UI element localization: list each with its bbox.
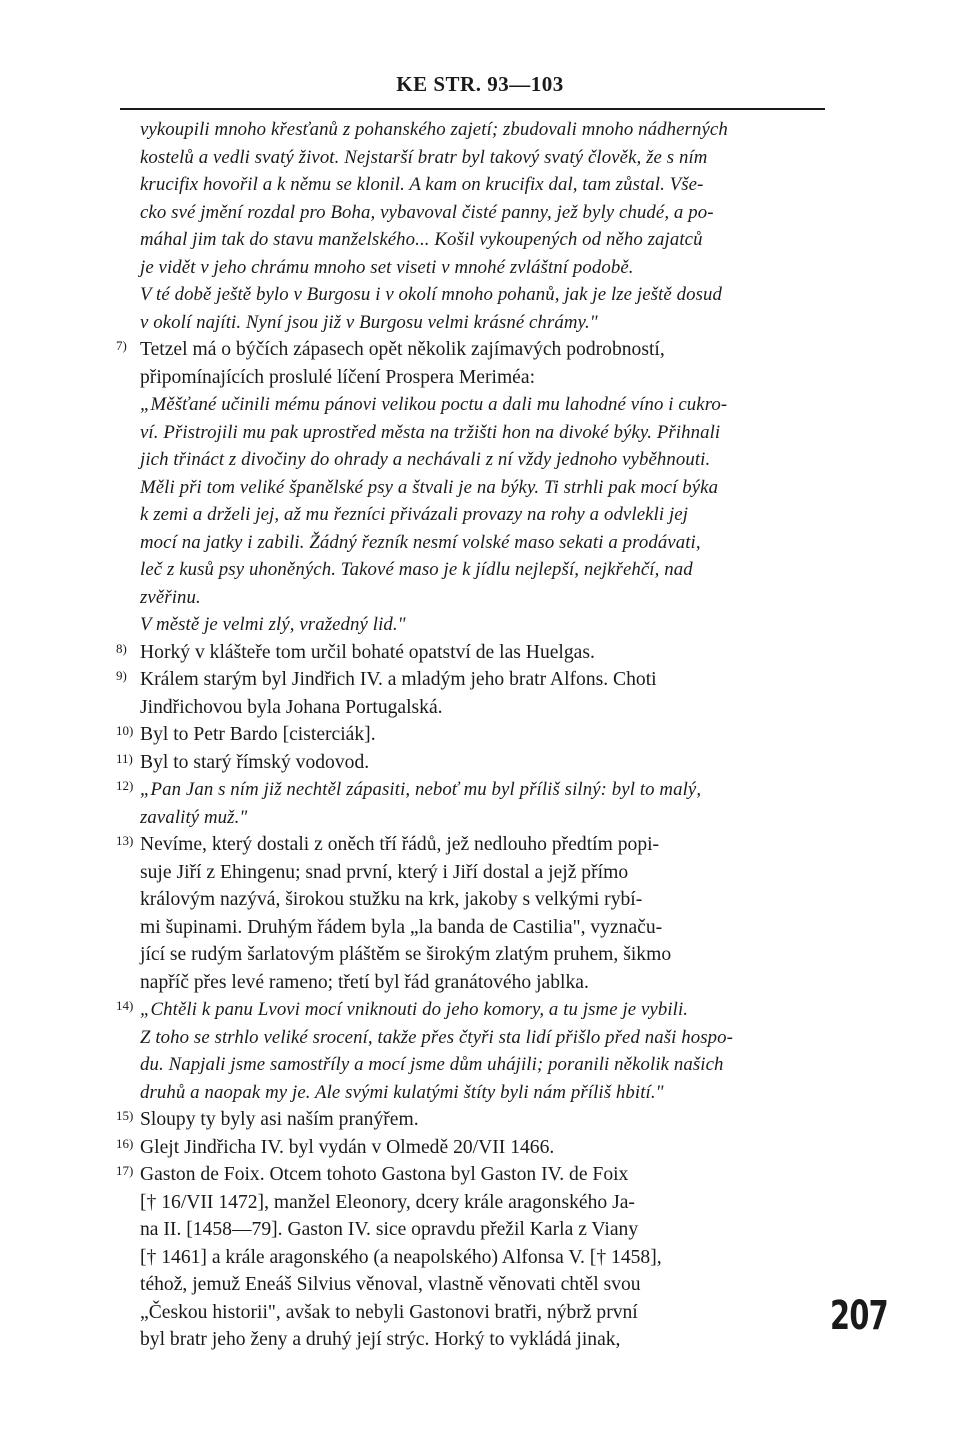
header-rule [120,108,825,110]
line-text: je vidět v jeho chrámu mnoho set viseti v mnohé zvláštní podobě. [140,256,634,278]
text-line [116,859,830,887]
line-text: [† 1461] a krále aragonského (a neapolského) Alfonsa V. [† 1458], [140,1246,662,1268]
line-text: du. Napjali jsme samostříly a mocí jsme dům uhájili; poranili několik našich [140,1054,724,1075]
text-line [116,1271,830,1299]
text-line [116,584,830,612]
text-line [116,309,830,337]
text-line [116,556,830,584]
text-line [116,391,830,419]
page-number: 207 [830,1293,888,1339]
text-line [116,1244,830,1272]
line-text: napříč přes levé rameno; třetí byl řád granátového jablka. [140,971,589,993]
line-text: vykoupili mnoho křesťanů z pohanského zajetí; zbudovali mnoho nádherných [140,119,728,140]
text-line [116,969,830,997]
footnote-number: 15) [116,1108,134,1123]
line-text: V městě je velmi zlý, vražedný lid." [140,614,406,635]
footnote-number: 10) [116,723,134,738]
line-text: „Českou historii", avšak to nebyli Gastonovi bratři, nýbrž první [140,1301,638,1323]
text-line [116,666,830,694]
line-text: máhal jim tak do stavu manželského... Košil vykoupených od něho zajatců [140,229,703,250]
line-text: krucifix hovořil a k němu se klonil. A kam on krucifix dal, tam zůstal. Vše- [140,174,704,195]
text-line [116,336,830,364]
line-text: Byl to Petr Bardo [cisterciák]. [140,724,376,745]
line-text: zvěřinu. [140,586,201,608]
text-line [116,831,830,859]
text-line [116,996,830,1024]
text-line [116,1134,830,1162]
line-text: V té době ještě bylo v Burgosu i v okolí mnoho pohanů, jak je lze ještě dosud [140,284,722,305]
line-text: suje Jiří z Ehingenu; snad první, který i Jiří dostal a jejž přímo [140,861,629,883]
text-line [116,1189,830,1217]
line-text: Horký v klášteře tom určil bohaté opatství de las Huelgas. [140,641,595,663]
text-line [116,721,830,749]
text-line [116,474,830,502]
text-line [116,639,830,667]
line-text: Sloupy ty byly asi naším pranýřem. [140,1109,419,1130]
text-line [116,281,830,309]
line-text: Jindřichovou byla Johana Portugalská. [140,696,443,718]
line-text: mi šupinami. Druhým řádem byla „la banda de Castilia", vyznaču- [140,916,663,938]
line-text: k zemi a drželi jej, až mu řezníci přivázali provazy na rohy a odvlekli jej [140,504,689,525]
text-line [116,446,830,474]
line-text: „Pan Jan s ním již nechtěl zápasiti, neboť mu byl příliš silný: byl to malý, [140,779,702,800]
text-line [116,941,830,969]
footnote-number: 17) [116,1163,134,1178]
line-text: Glejt Jindřicha IV. byl vydán v Olmedě 20/VII 1466. [140,1136,555,1158]
footnote-number: 12) [116,778,134,793]
line-text: Tetzel má o býčích zápasech opět několik zajímavých podrobností, [140,339,665,360]
footnote-number: 11) [116,750,133,766]
line-text: druhů a naopak my je. Ale svými kulatými štíty byli nám příliš hbití." [140,1081,664,1103]
text-line [116,749,830,777]
line-text: Gaston de Foix. Otcem tohoto Gastona byl Gaston IV. de Foix [140,1164,629,1185]
line-text: leč z kusů psy uhoněných. Takové maso je k jídlu nejlepší, nejkřehčí, nad [140,559,693,580]
running-header: KE STR. 93—103 [396,72,564,96]
text-line [116,419,830,447]
line-text: [† 16/VII 1472], manžel Eleonory, dcery krále aragonského Ja- [140,1191,635,1213]
line-text: cko své jmění rozdal pro Boha, vybavoval čisté panny, jež byly chudé, a po- [140,201,714,223]
line-text: jich třináct z divočiny do ohrady a nechávali z ní vždy jednoho vyběhnouti. [140,449,711,470]
line-text: připomínajících proslulé líčení Prospera Meriméa: [140,366,536,388]
line-text: Byl to starý římský vodovod. [140,751,370,773]
line-text: „Měšťané učinili mému pánovi velikou poctu a dali mu lahodné víno i cukro- [140,394,728,415]
text-line [116,1326,830,1354]
footnote-number: 8) [116,640,127,656]
text-line [116,171,830,199]
line-text: kostelů a vedli svatý život. Nejstarší bratr byl takový svatý člověk, že s ním [140,146,708,168]
line-text: královým nazývá, širokou stužku na krk, jakoby s velkými rybí- [140,889,643,910]
text-line [116,694,830,722]
text-line [116,501,830,529]
text-line [116,1051,830,1079]
text-line [116,776,830,804]
line-text: zavalitý muž." [140,806,248,828]
text-line [116,1216,830,1244]
footnote-number: 14) [116,998,134,1013]
text-line [116,116,830,144]
text-line [116,804,830,832]
text-line [116,529,830,557]
text-line [116,886,830,914]
text-line [116,1161,830,1189]
page-body [116,116,830,1354]
line-text: Z toho se strhlo veliké srocení, takže přes čtyři sta lidí přišlo před naši hospo- [140,1026,733,1048]
text-line [116,364,830,392]
footnote-number: 16) [116,1135,134,1151]
footnote-number: 9) [116,668,127,683]
line-text: v okolí najíti. Nyní jsou již v Burgosu velmi krásné chrámy." [140,311,598,333]
line-text: jící se rudým šarlatovým pláštěm se širokým zlatým pruhem, šikmo [140,944,672,965]
line-text: téhož, jemuž Eneáš Silvius věnoval, vlastně věnovati chtěl svou [140,1274,641,1295]
text-line [116,1024,830,1052]
footnote-number: 7) [116,338,127,353]
text-line [116,611,830,639]
text-line [116,914,830,942]
text-line [116,226,830,254]
line-text: ví. Přistrojili mu pak uprostřed města na tržišti hon na divoké býky. Přihnali [140,421,721,443]
line-text: „Chtěli k panu Lvovi mocí vniknouti do jeho komory, a tu jsme je vybili. [140,999,689,1020]
text-line [116,1299,830,1327]
text-line [116,254,830,282]
line-text: na II. [1458—79]. Gaston IV. sice opravdu přežil Karla z Viany [140,1219,639,1240]
text-line [116,199,830,227]
text-line [116,144,830,172]
footnote-number: 13) [116,833,134,848]
line-text: byl bratr jeho ženy a druhý její strýc. Horký to vykládá jinak, [140,1329,621,1350]
text-line [116,1079,830,1107]
line-text: mocí na jatky i zabili. Žádný řezník nesmí volské maso sekati a prodávati, [140,531,701,553]
line-text: Měli při tom veliké španělské psy a štvali je na býky. Ti strhli pak mocí býka [140,476,719,498]
line-text: Nevíme, který dostali z oněch tří řádů, jež nedlouho předtím popi- [140,834,660,855]
line-text: Králem starým byl Jindřich IV. a mladým jeho bratr Alfons. Choti [140,669,657,690]
text-line [116,1106,830,1134]
